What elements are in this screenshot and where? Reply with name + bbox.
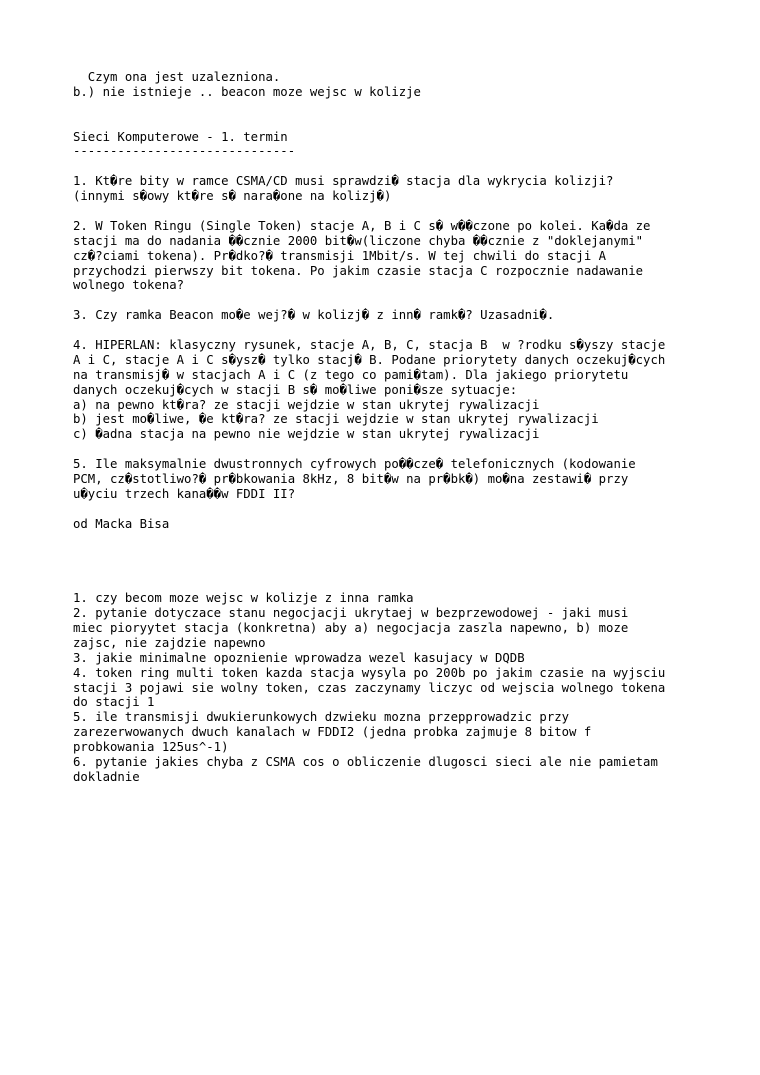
text-line: zarezerwowanych dwuch kanalach w FDDI2 (jedna probka zajmuje 8 bitow f: [73, 725, 592, 740]
text-line: stacji 3 pojawi sie wolny token, czas zaczynamy liczyc od wejscia wolnego tokena: [73, 680, 666, 695]
blank-line: [73, 323, 665, 338]
text-line: 5. ile transmisji dwukierunkowych dzwieku mozna przepprowadzic przy: [73, 710, 570, 725]
text-line: 3. Czy ramka Beacon mo�e wej?� w kolizj� z inn� ramk�? Uzasadni�.: [73, 308, 555, 323]
text-line: dokladnie: [73, 769, 140, 784]
document-text: [73, 70, 665, 785]
text-line: a) na pewno kt�ra? ze stacji wejdzie w stan ukrytej rywalizacji: [73, 397, 540, 412]
text-line: 2. pytanie dotyczace stanu negocjacji ukrytaej w bezprzewodowej - jaki musi: [73, 606, 629, 621]
text-line: 3. jakie minimalne opoznienie wprowadza wezel kasujacy w DQDB: [73, 650, 525, 665]
text-line: ------------------------------: [73, 144, 296, 159]
text-line: PCM, cz�stotliwo?� pr�bkowania 8kHz, 8 bit�w na pr�bk�) mo�na zestawi� przy: [73, 472, 629, 487]
text-line: 4. token ring multi token kazda stacja wysyla po 200b po jakim czasie na wyjsciu: [73, 665, 666, 680]
text-line: od Macka Bisa: [73, 516, 170, 531]
text-line: Sieci Komputerowe - 1. termin: [73, 129, 288, 144]
text-line: przychodzi pierwszy bit tokena. Po jakim czasie stacja C rozpocznie nadawanie: [73, 263, 644, 278]
text-line: probkowania 125us^-1): [73, 740, 229, 755]
text-line: c) �adna stacja na pewno nie wejdzie w stan ukrytej rywalizacji: [73, 427, 540, 442]
text-line: 5. Ile maksymalnie dwustronnych cyfrowych po��cze� telefonicznych (kodowanie: [73, 457, 636, 472]
text-line: miec pioryytet stacja (konkretna) aby a) negocjacja zaszla napewno, b) moze: [73, 620, 629, 635]
blank-line: [73, 159, 665, 174]
text-line: zajsc, nie zajdzie napewno: [73, 635, 266, 650]
text-line: cz�?ciami tokena). Pr�dko?� transmisji 1Mbit/s. W tej chwili do stacji A: [73, 248, 607, 263]
text-line: 1. czy becom moze wejsc w kolizje z inna ramka: [73, 591, 414, 606]
text-line: u�yciu trzech kana��w FDDI II?: [73, 486, 296, 501]
text-line: do stacji 1: [73, 695, 155, 710]
text-line: 6. pytanie jakies chyba z CSMA cos o obliczenie dlugosci sieci ale nie pamietam: [73, 754, 658, 769]
blank-line: [73, 115, 665, 130]
text-line: stacji ma do nadania ��cznie 2000 bit�w(liczone chyba ��cznie z "doklejanymi": [73, 233, 644, 248]
text-line: Czym ona jest uzalezniona.: [73, 70, 281, 84]
blank-line: [73, 532, 665, 547]
text-line: A i C, stacje A i C s�ysz� tylko stacj� B. Podane priorytety danych oczekuj�cych: [73, 352, 666, 367]
text-line: danych oczekuj�cych w stacji B s� mo�liwe poni�sze sytuacje:: [73, 382, 518, 397]
blank-line: [73, 502, 665, 517]
text-line: wolnego tokena?: [73, 278, 185, 293]
text-line: 4. HIPERLAN: klasyczny rysunek, stacje A, B, C, stacja B w ?rodku s�yszy stacje: [73, 338, 666, 353]
text-line: b.) nie istnieje .. beacon moze wejsc w kolizje: [73, 84, 421, 99]
blank-line: [73, 100, 665, 115]
text-line: 1. Kt�re bity w ramce CSMA/CD musi sprawdzi� stacja dla wykrycia kolizji?: [73, 174, 614, 189]
blank-line: [73, 442, 665, 457]
blank-line: [73, 204, 665, 219]
text-line: 2. W Token Ringu (Single Token) stacje A, B i C s� w��czone po kolei. Ka�da ze: [73, 218, 651, 233]
blank-line: [73, 293, 665, 308]
text-line: (innymi s�owy kt�re s� nara�one na kolizj�): [73, 189, 392, 204]
blank-line: [73, 547, 665, 562]
text-line: na transmisj� w stacjach A i C (z tego co pami�tam). Dla jakiego priorytetu: [73, 367, 629, 382]
blank-line: [73, 561, 665, 576]
text-line: b) jest mo�liwe, �e kt�ra? ze stacji wejdzie w stan ukrytej rywalizacji: [73, 412, 599, 427]
blank-line: [73, 576, 665, 591]
